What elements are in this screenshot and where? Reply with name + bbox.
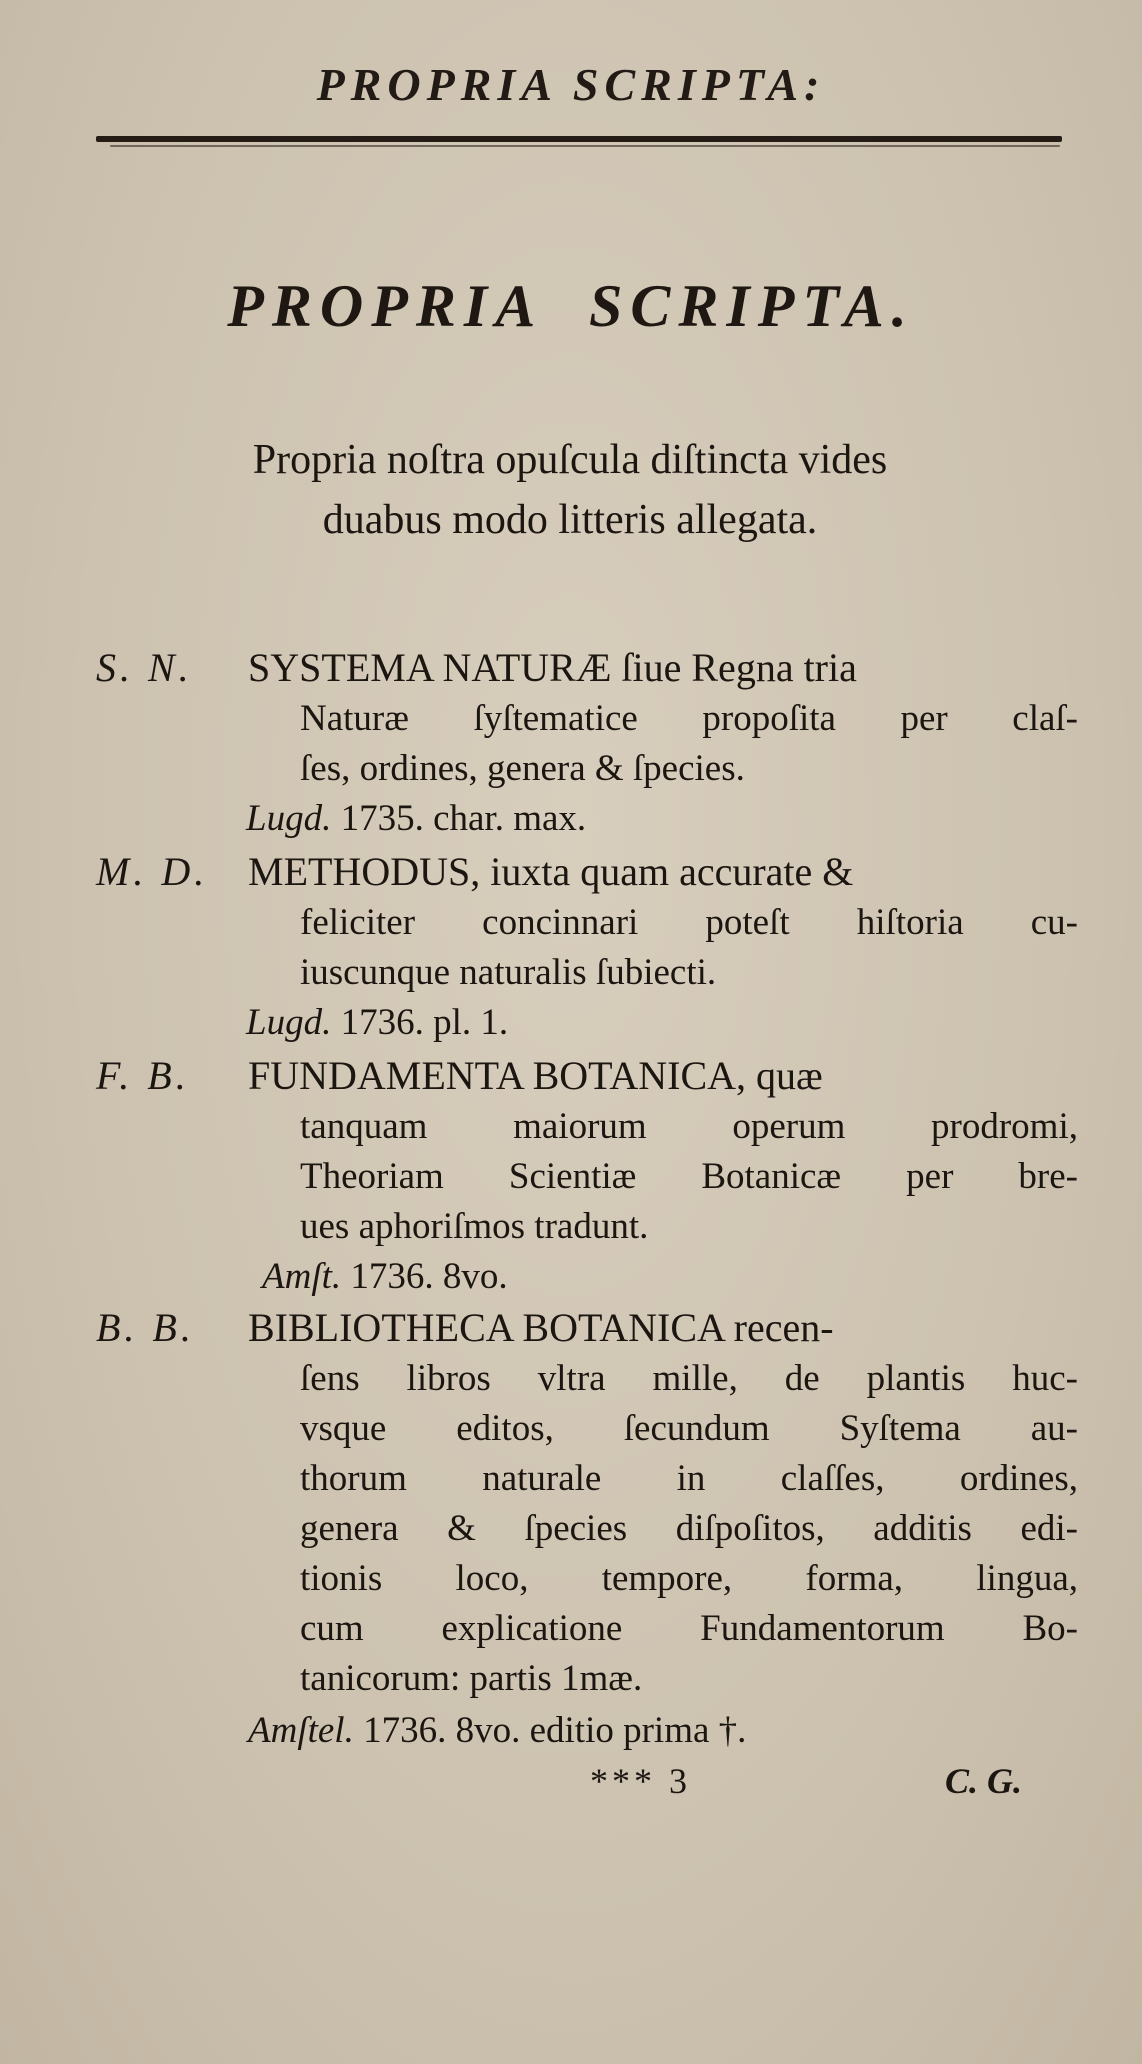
- entry-imprint: [248, 1706, 746, 1756]
- entry-text-line: feliciter concinnari poteſt hiſtoria cu-: [300, 902, 1078, 943]
- header-rule: [96, 136, 1062, 142]
- intro-line: duabus modo litteris allegata.: [322, 497, 818, 543]
- entry-text-line: Theoriam Scientiæ Botanicæ per bre-: [300, 1156, 1078, 1197]
- entry-text-line: thorum naturale in claſſes, ordines,: [300, 1458, 1078, 1499]
- running-head: PROPRIA SCRIPTA:: [316, 59, 826, 110]
- entry-heading: BIBLIOTHECA BOTANICA recen-: [248, 1305, 834, 1350]
- entry-abbreviation: M. D.: [96, 849, 209, 894]
- entry-text-line: tionis loco, tempore, forma, lingua,: [300, 1558, 1078, 1599]
- intro-line: Propria noſtra opuſcula diſtincta vides: [252, 437, 888, 483]
- entry-text-line: ues aphoriſmos tradunt.: [300, 1206, 649, 1247]
- entry-text-line: vsque editos, ſecundum Syſtema au-: [300, 1408, 1078, 1449]
- entry-text-line: tanquam maiorum operum prodromi,: [300, 1106, 1078, 1147]
- entry-text-line: genera & ſpecies diſpoſitos, additis edi-: [300, 1508, 1078, 1549]
- imprint-place: Amſtel.: [248, 1710, 354, 1751]
- header-rule-shadow: [110, 145, 1060, 147]
- imprint-details: 1735. char. max.: [340, 798, 587, 839]
- entry-abbreviation: B. B.: [96, 1305, 195, 1350]
- page-footer: [0, 1760, 1142, 1820]
- page-title: PROPRIA SCRIPTA.: [227, 273, 915, 339]
- entry-text-line: iuscunque naturalis ſubiecti.: [300, 952, 717, 993]
- entry-abbreviation: S. N.: [96, 645, 193, 690]
- imprint-details: 1736. 8vo.: [350, 1256, 508, 1297]
- entry-heading: METHODUS, iuxta quam accurate &: [248, 849, 854, 894]
- imprint-place: Lugd.: [246, 798, 332, 839]
- entry-text-line: ſens libros vltra mille, de plantis huc-: [300, 1358, 1078, 1399]
- imprint-details: 1736. pl. 1.: [340, 1002, 509, 1043]
- imprint-place: Lugd.: [246, 1002, 332, 1043]
- catchword: C. G.: [945, 1761, 1023, 1801]
- entry-text-line: Naturæ ſyſtematice propoſita per claſ-: [300, 698, 1078, 739]
- entry-imprint: [246, 794, 586, 844]
- imprint-details: 1736. 8vo. editio prima †.: [363, 1710, 747, 1751]
- signature-mark: *** 3: [590, 1761, 691, 1801]
- entry-text-line: tanicorum: partis 1mæ.: [300, 1658, 643, 1699]
- entry-abbreviation: F. B.: [96, 1053, 190, 1098]
- entry-heading: SYSTEMA NATURÆ ſiue Regna tria: [248, 645, 857, 690]
- imprint-place: Amſt.: [262, 1256, 342, 1297]
- intro-paragraph: [100, 430, 1040, 550]
- entry-imprint: [262, 1252, 508, 1302]
- entry-text-line: ſes, ordines, genera & ſpecies.: [300, 748, 745, 789]
- entry-heading: FUNDAMENTA BOTANICA, quæ: [248, 1053, 823, 1098]
- entry-text-line: cum explicatione Fundamentorum Bo-: [300, 1608, 1078, 1649]
- entry-imprint: [246, 998, 508, 1048]
